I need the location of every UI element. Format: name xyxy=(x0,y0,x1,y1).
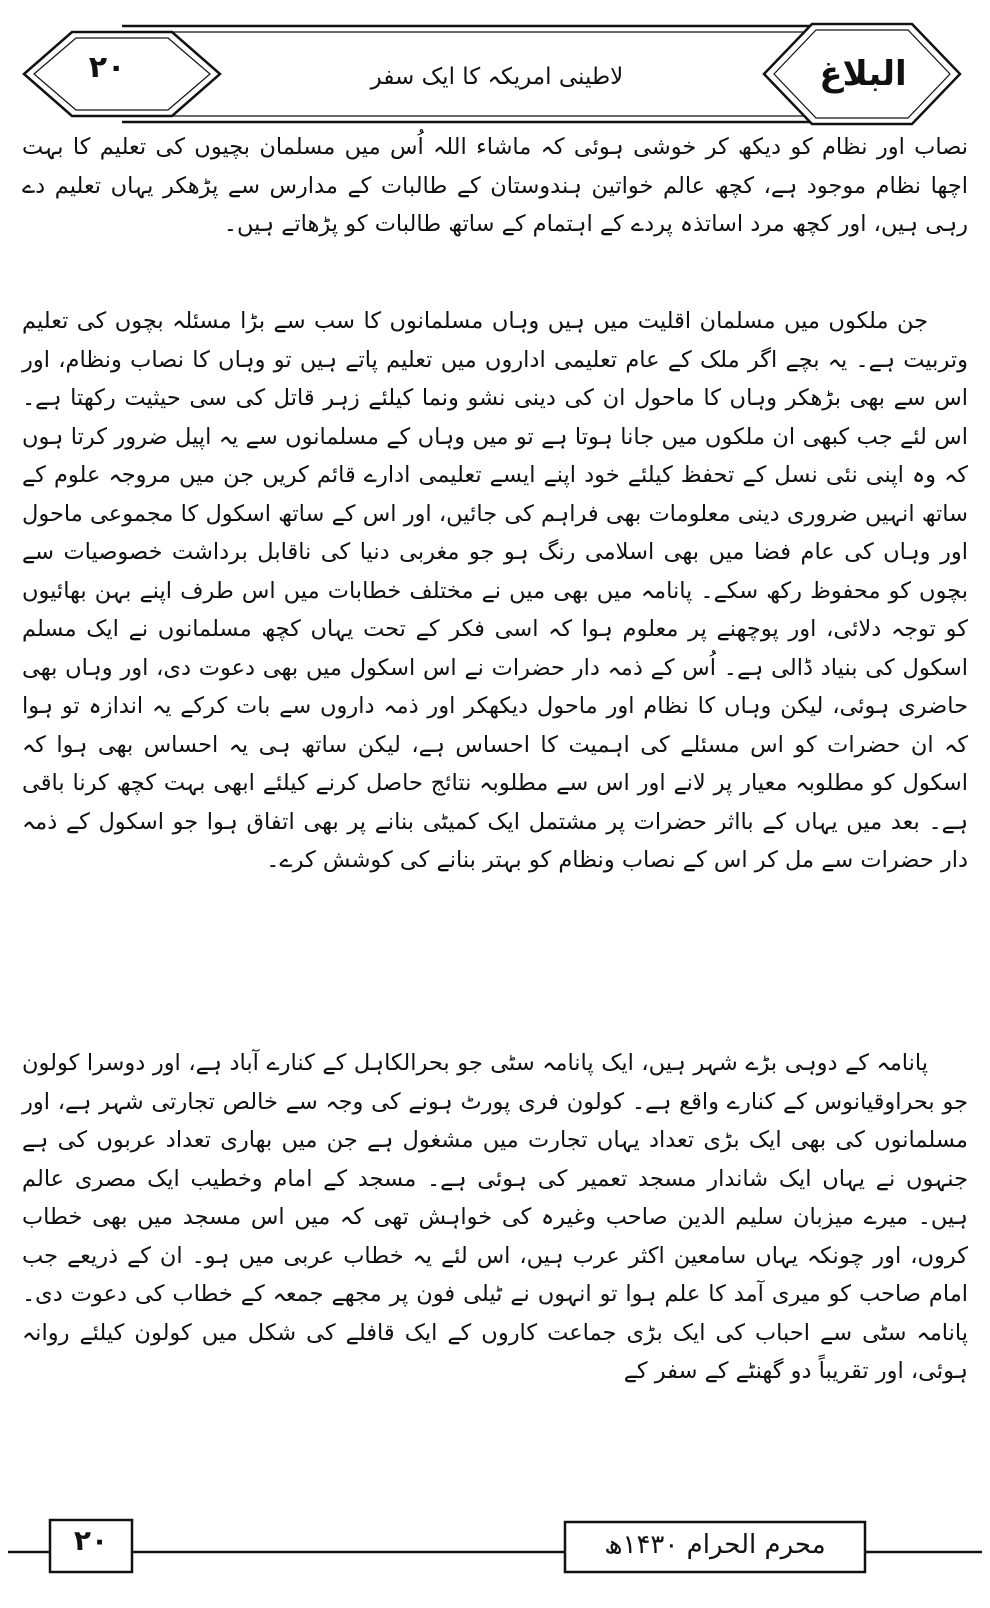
journal-name: البلاغ xyxy=(819,54,907,94)
article-body xyxy=(22,128,968,1590)
paragraph: جن ملکوں میں مسلمان اقلیت میں ہیں وہاں مسلمانوں کا سب سے بڑا مسئلہ بچوں کی تعلیم وتربیت ہے۔ یہ بچے اگر ملک کے عام تعلیمی اداروں میں تعلیم پاتے ہیں تو وہاں کا نصاب ونظام، اور اس سے بھی بڑھکر وہاں کا ماحول ان کی دینی نشو ونما کیلئے زہر قاتل کی سی حیثیت رکھتا ہے۔ اس لئے جب کبھی ان ملکوں میں جانا ہوتا ہے تو میں وہاں کے مسلمانوں سے یہ اپیل ضرور کرتا ہوں کہ وہ اپنی نئی نسل کے تحفظ کیلئے خود اپنے ایسے تعلیمی ادارے قائم کریں جن میں مروجہ علوم کے ساتھ انہیں ضروری دینی معلومات بھی فراہم کی جائیں، اور اس کے ساتھ اسکول کا مجموعی ماحول اور وہاں کی عام فضا میں بھی اسلامی رنگ ہو جو مغربی دنیا کی ناقابل برداشت خصوصیات سے بچوں کو محفوظ رکھ سکے۔ پانامہ میں بھی میں نے مختلف خطابات میں اس طرف اپنے بہن بھائیوں کو توجہ دلائی، اور پوچھنے پر معلوم ہوا کہ اسی فکر کے تحت یہاں کچھ مسلمانوں نے ایک مسلم اسکول کی بنیاد ڈالی ہے۔ اُس کے ذمہ دار حضرات نے اس اسکول میں بھی دعوت دی، اور وہاں بھی حاضری ہوئی، لیکن وہاں کا نظام اور ماحول دیکھکر اور ذمہ داروں سے بات کرکے یہ اندازہ تو ہوا کہ ان حضرات کو اس مسئلے کی اہمیت کا احساس ہے، لیکن ساتھ ہی یہ احساس بھی ہوا کہ اسکول کو مطلوبہ معیار پر لانے اور اس سے مطلوبہ نتائج حاصل کرنے کیلئے ابھی بہت کچھ کرنا باقی ہے۔ بعد میں یہاں کے بااثر حضرات پر مشتمل ایک کمیٹی بنانے پر بھی اتفاق ہوا جو اسکول کے ذمہ دار حضرات سے مل کر اس کے نصاب ونظام کو بہتر بنانے کی کوشش کرے۔ xyxy=(22,308,968,873)
page-header xyxy=(12,20,968,128)
footer-date: محرم الحرام ۱۴۳۰ھ xyxy=(604,1530,826,1560)
running-title: لاطینی امریکہ کا ایک سفر xyxy=(370,64,624,90)
footer-page-number: ۲۰ xyxy=(73,1524,109,1557)
header-page-number: ۲۰ xyxy=(88,50,126,85)
paragraph: پانامہ کے دوہی بڑے شہر ہیں، ایک پانامہ سٹی جو بحرالکاہل کے کنارے آباد ہے، اور دوسرا کولون جو بحراوقیانوس کے کنارے واقع ہے۔ کولون فری پورٹ ہونے کی وجہ سے خالص تجارتی شہر ہے، اور مسلمانوں کی بھی ایک بڑی تعداد یہاں تجارت میں مشغول ہے جن میں بھاری تعداد عربوں کی ہے جنہوں نے یہاں ایک شاندار مسجد تعمیر کی ہوئی ہے۔ مسجد کے امام وخطیب ایک مصری عالم ہیں۔ میرے میزبان سلیم الدین صاحب وغیرہ کی خواہش تھی کہ میں اس مسجد میں بھی خطاب کروں، اور چونکہ یہاں سامعین اکثر عرب ہیں، اس لئے یہ خطاب عربی میں ہو۔ ان کے ذریعے جب امام صاحب کو میری آمد کا علم ہوا تو انہوں نے ٹیلی فون پر مجھے جمعہ کے خطاب کی دعوت دی۔ پانامہ سٹی سے احباب کی ایک بڑی جماعت کاروں کے ایک قافلے کی شکل میں کولون کیلئے روانہ ہوئی، اور تقریباً دو گھنٹے کے سفر کے xyxy=(22,1050,968,1384)
page-footer xyxy=(0,1512,990,1602)
paragraph: نصاب اور نظام کو دیکھ کر خوشی ہوئی کہ ماشاء اللہ اُس میں مسلمان بچیوں کی تعلیم کا بہت اچھا نظام موجود ہے، کچھ عالم خواتین ہندوستان کے طالبات کے مدارس سے پڑھکر یہاں تعلیم دے رہی ہیں، اور کچھ مرد اساتذہ پردے کے اہتمام کے ساتھ طالبات کو پڑھاتے ہیں۔ xyxy=(22,134,968,237)
